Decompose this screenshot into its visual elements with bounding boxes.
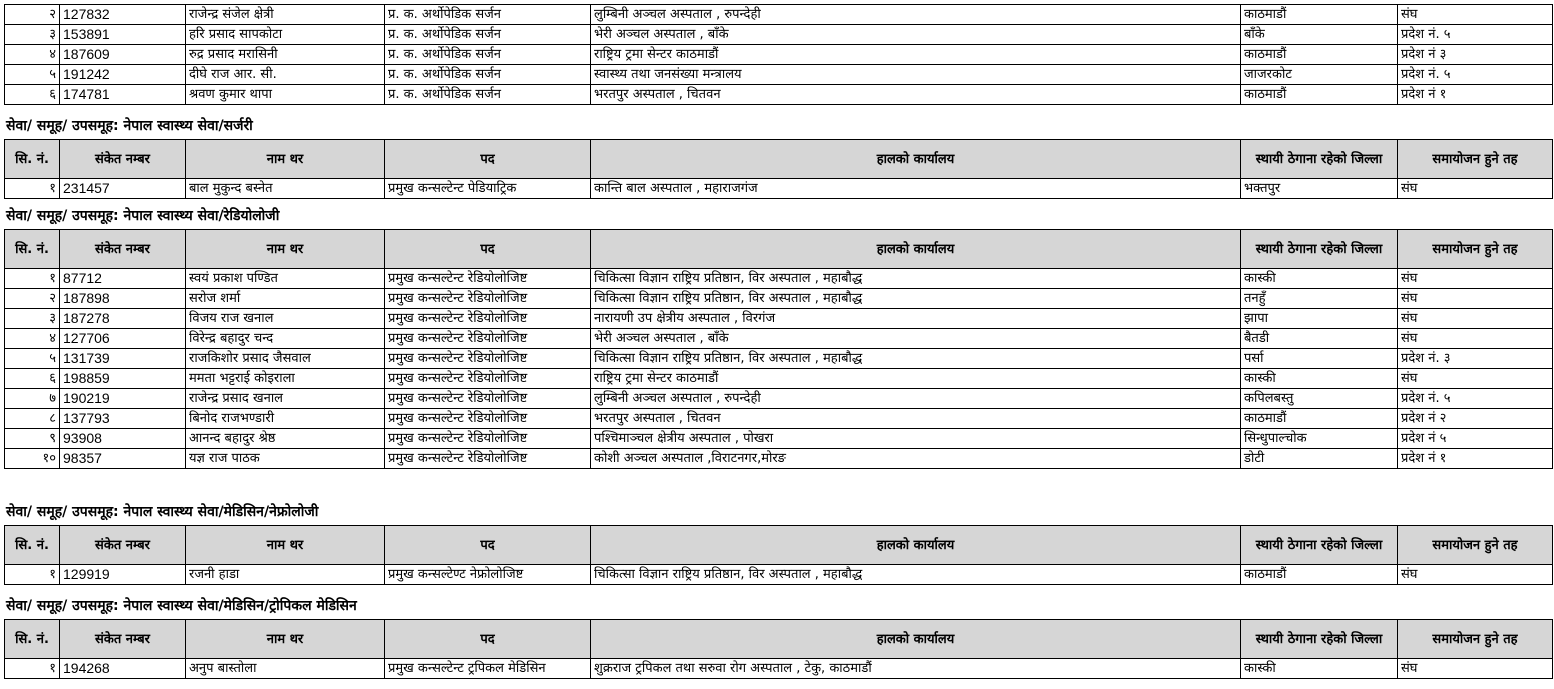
cell-code: 187609	[60, 45, 186, 65]
cell-office: लुम्बिनी अञ्चल अस्पताल , रुपन्देही	[591, 5, 1241, 25]
cell-district: कपिलबस्तु	[1241, 389, 1398, 409]
cell-post: प्र. क. अर्थोपेडिक सर्जन	[385, 65, 591, 85]
table-row	[5, 269, 1553, 289]
cell-sn: २	[5, 289, 60, 309]
cell-level: प्रदेश नं १	[1398, 85, 1553, 105]
cell-office: स्वास्थ्य तथा जनसंख्या मन्त्रालय	[591, 65, 1241, 85]
cell-level: संघ	[1398, 309, 1553, 329]
cell-post: प्रमुख कन्सल्टेन्ट रेडियोलोजिष्ट	[385, 409, 591, 429]
cell-office: कोशी अञ्चल अस्पताल ,विराटनगर,मोरङ	[591, 449, 1241, 469]
cell-district: कास्की	[1241, 659, 1398, 679]
cell-office: भरतपुर अस्पताल , चितवन	[591, 409, 1241, 429]
cell-office: लुम्बिनी अञ्चल अस्पताल , रुपन्देही	[591, 389, 1241, 409]
header-code: संकेत नम्बर	[60, 620, 186, 659]
cell-name: राजकिशोर प्रसाद जैसवाल	[186, 349, 385, 369]
cell-office: राष्ट्रिय ट्रमा सेन्टर काठमाडौं	[591, 369, 1241, 389]
cell-sn: १	[5, 565, 60, 585]
cell-office: कान्ति बाल अस्पताल , महाराजगंज	[591, 179, 1241, 199]
cell-office: राष्ट्रिय ट्रमा सेन्टर काठमाडौं	[591, 45, 1241, 65]
cell-level: प्रदेश नं. ३	[1398, 349, 1553, 369]
header-code: संकेत नम्बर	[60, 140, 186, 179]
cell-sn: १	[5, 659, 60, 679]
header-office: हालको कार्यालय	[591, 230, 1241, 269]
cell-post: प्रमुख कन्सल्टेन्ट रेडियोलोजिष्ट	[385, 449, 591, 469]
cell-level: संघ	[1398, 329, 1553, 349]
cell-code: 153891	[60, 25, 186, 45]
cell-district: काठमाडौं	[1241, 5, 1398, 25]
cell-code: 231457	[60, 179, 186, 199]
section-title-surgery: सेवा/ समूह/ उपसमूह: नेपाल स्वास्थ्य सेवा/सर्जरी	[6, 118, 253, 134]
header-level: समायोजन हुने तह	[1398, 526, 1553, 565]
cell-sn: ५	[5, 349, 60, 369]
cell-office: भेरी अञ्चल अस्पताल , बाँके	[591, 25, 1241, 45]
cell-post: प्र. क. अर्थोपेडिक सर्जन	[385, 85, 591, 105]
header-name: नाम थर	[186, 230, 385, 269]
cell-level: प्रदेश नं. ५	[1398, 65, 1553, 85]
cell-level: संघ	[1398, 269, 1553, 289]
header-office: हालको कार्यालय	[591, 526, 1241, 565]
header-sn: सि. नं.	[5, 620, 60, 659]
cell-district: बैतडी	[1241, 329, 1398, 349]
section-title-radiology: सेवा/ समूह/ उपसमूह: नेपाल स्वास्थ्य सेवा/रेडियोलोजी	[6, 208, 280, 224]
table-row	[5, 389, 1553, 409]
cell-level: प्रदेश नं २	[1398, 409, 1553, 429]
header-district: स्थायी ठेगाना रहेको जिल्ला	[1241, 620, 1398, 659]
cell-sn: ४	[5, 45, 60, 65]
surgery-table	[4, 139, 1553, 199]
header-district: स्थायी ठेगाना रहेको जिल्ला	[1241, 140, 1398, 179]
cell-post: प्रमुख कन्सल्टेन्ट रेडियोलोजिष्ट	[385, 269, 591, 289]
table-row	[5, 5, 1553, 25]
table-row	[5, 289, 1553, 309]
cell-name: विजय राज खनाल	[186, 309, 385, 329]
cell-level: संघ	[1398, 5, 1553, 25]
table-row	[5, 449, 1553, 469]
cell-sn: २	[5, 5, 60, 25]
cell-name: हरि प्रसाद सापकोटा	[186, 25, 385, 45]
cell-district: काठमाडौं	[1241, 45, 1398, 65]
cell-district: झापा	[1241, 309, 1398, 329]
cell-code: 194268	[60, 659, 186, 679]
table-row	[5, 659, 1553, 679]
header-row	[5, 620, 1553, 659]
header-office: हालको कार्यालय	[591, 140, 1241, 179]
cell-code: 129919	[60, 565, 186, 585]
cell-district: भक्तपुर	[1241, 179, 1398, 199]
cell-code: 174781	[60, 85, 186, 105]
header-post: पद	[385, 230, 591, 269]
table-row	[5, 565, 1553, 585]
cell-name: सरोज शर्मा	[186, 289, 385, 309]
table-row	[5, 429, 1553, 449]
section-title-nephrology: सेवा/ समूह/ उपसमूह: नेपाल स्वास्थ्य सेवा/मेडिसिन/नेफ्रोलोजी	[6, 504, 319, 520]
cell-post: प्रमुख कन्सल्टेन्ट रेडियोलोजिष्ट	[385, 289, 591, 309]
table-row	[5, 85, 1553, 105]
cell-sn: १	[5, 179, 60, 199]
header-level: समायोजन हुने तह	[1398, 140, 1553, 179]
cell-sn: १	[5, 269, 60, 289]
cell-level: प्रदेश नं ३	[1398, 45, 1553, 65]
cell-name: यज्ञ राज पाठक	[186, 449, 385, 469]
cell-level: प्रदेश नं. ५	[1398, 389, 1553, 409]
cell-level: संघ	[1398, 369, 1553, 389]
cell-name: रजनी हाडा	[186, 565, 385, 585]
cell-name: आनन्द बहादुर श्रेष्ठ	[186, 429, 385, 449]
cell-level: संघ	[1398, 565, 1553, 585]
cell-sn: ४	[5, 329, 60, 349]
cell-code: 187898	[60, 289, 186, 309]
cell-code: 191242	[60, 65, 186, 85]
cell-district: सिन्धुपाल्चोक	[1241, 429, 1398, 449]
header-name: नाम थर	[186, 526, 385, 565]
table-row	[5, 369, 1553, 389]
cell-office: शुक्रराज ट्रपिकल तथा सरुवा रोग अस्पताल , टेकु, काठमाडौं	[591, 659, 1241, 679]
cell-district: काठमाडौं	[1241, 565, 1398, 585]
header-level: समायोजन हुने तह	[1398, 230, 1553, 269]
cell-office: भेरी अञ्चल अस्पताल , बाँके	[591, 329, 1241, 349]
cell-post: प्रमुख कन्सल्टेन्ट पेडियाट्रिक	[385, 179, 591, 199]
cell-name: अनुप बास्तोला	[186, 659, 385, 679]
table-row	[5, 309, 1553, 329]
header-sn: सि. नं.	[5, 526, 60, 565]
table-row	[5, 65, 1553, 85]
cell-sn: ३	[5, 309, 60, 329]
cell-sn: ५	[5, 65, 60, 85]
header-row	[5, 230, 1553, 269]
header-post: पद	[385, 140, 591, 179]
cell-code: 187278	[60, 309, 186, 329]
cell-office: चिकित्सा विज्ञान राष्ट्रिय प्रतिष्ठान, विर अस्पताल , महाबौद्ध	[591, 349, 1241, 369]
cell-sn: ३	[5, 25, 60, 45]
top-table	[4, 4, 1553, 105]
cell-post: प्र. क. अर्थोपेडिक सर्जन	[385, 25, 591, 45]
cell-level: संघ	[1398, 289, 1553, 309]
cell-post: प्रमुख कन्सल्टेन्ट रेडियोलोजिष्ट	[385, 429, 591, 449]
header-code: संकेत नम्बर	[60, 526, 186, 565]
header-level: समायोजन हुने तह	[1398, 620, 1553, 659]
cell-district: पर्सा	[1241, 349, 1398, 369]
cell-code: 137793	[60, 409, 186, 429]
table-row	[5, 329, 1553, 349]
cell-district: तनहुँ	[1241, 289, 1398, 309]
header-code: संकेत नम्बर	[60, 230, 186, 269]
cell-post: प्रमुख कन्सल्टेण्ट नेफ्रोलोजिष्ट	[385, 565, 591, 585]
cell-name: राजेन्द्र प्रसाद खनाल	[186, 389, 385, 409]
cell-code: 98357	[60, 449, 186, 469]
header-name: नाम थर	[186, 620, 385, 659]
cell-post: प्रमुख कन्सल्टेन्ट रेडियोलोजिष्ट	[385, 369, 591, 389]
cell-district: काठमाडौं	[1241, 409, 1398, 429]
cell-office: चिकित्सा विज्ञान राष्ट्रिय प्रतिष्ठान, विर अस्पताल , महाबौद्ध	[591, 269, 1241, 289]
cell-level: प्रदेश नं. ५	[1398, 25, 1553, 45]
cell-level: प्रदेश नं १	[1398, 449, 1553, 469]
cell-code: 93908	[60, 429, 186, 449]
header-office: हालको कार्यालय	[591, 620, 1241, 659]
cell-district: कास्की	[1241, 269, 1398, 289]
cell-level: प्रदेश नं ५	[1398, 429, 1553, 449]
cell-post: प्रमुख कन्सल्टेन्ट रेडियोलोजिष्ट	[385, 329, 591, 349]
cell-post: प्रमुख कन्सल्टेन्ट ट्रपिकल मेडिसिन	[385, 659, 591, 679]
cell-office: चिकित्सा विज्ञान राष्ट्रिय प्रतिष्ठान, विर अस्पताल , महाबौद्ध	[591, 565, 1241, 585]
cell-post: प्रमुख कन्सल्टेन्ट रेडियोलोजिष्ट	[385, 389, 591, 409]
cell-district: बाँके	[1241, 25, 1398, 45]
header-row	[5, 140, 1553, 179]
cell-level: संघ	[1398, 659, 1553, 679]
cell-post: प्र. क. अर्थोपेडिक सर्जन	[385, 45, 591, 65]
cell-district: काठमाडौं	[1241, 85, 1398, 105]
cell-sn: ८	[5, 409, 60, 429]
cell-sn: १०	[5, 449, 60, 469]
cell-district: कास्की	[1241, 369, 1398, 389]
header-district: स्थायी ठेगाना रहेको जिल्ला	[1241, 230, 1398, 269]
cell-name: दीघे राज आर. सी.	[186, 65, 385, 85]
cell-sn: ७	[5, 389, 60, 409]
cell-office: नारायणी उप क्षेत्रीय अस्पताल , विरगंज	[591, 309, 1241, 329]
cell-district: डोटी	[1241, 449, 1398, 469]
header-row	[5, 526, 1553, 565]
cell-post: प्र. क. अर्थोपेडिक सर्जन	[385, 5, 591, 25]
cell-sn: ६	[5, 369, 60, 389]
cell-name: स्वयं प्रकाश पण्डित	[186, 269, 385, 289]
header-post: पद	[385, 620, 591, 659]
cell-sn: ६	[5, 85, 60, 105]
header-district: स्थायी ठेगाना रहेको जिल्ला	[1241, 526, 1398, 565]
cell-code: 198859	[60, 369, 186, 389]
cell-post: प्रमुख कन्सल्टेन्ट रेडियोलोजिष्ट	[385, 309, 591, 329]
cell-code: 131739	[60, 349, 186, 369]
cell-sn: ९	[5, 429, 60, 449]
cell-name: श्रवण कुमार थापा	[186, 85, 385, 105]
cell-code: 127706	[60, 329, 186, 349]
table-row	[5, 179, 1553, 199]
table-row	[5, 409, 1553, 429]
header-sn: सि. नं.	[5, 230, 60, 269]
nephrology-table	[4, 525, 1553, 585]
tropical-table	[4, 619, 1553, 679]
cell-district: जाजरकोट	[1241, 65, 1398, 85]
cell-name: ममता भट्टराई कोइराला	[186, 369, 385, 389]
header-sn: सि. नं.	[5, 140, 60, 179]
cell-name: विरेन्द्र बहादुर चन्द	[186, 329, 385, 349]
cell-name: बिनोद राजभण्डारी	[186, 409, 385, 429]
cell-code: 87712	[60, 269, 186, 289]
cell-code: 190219	[60, 389, 186, 409]
cell-level: संघ	[1398, 179, 1553, 199]
cell-code: 127832	[60, 5, 186, 25]
cell-name: राजेन्द्र संजेल क्षेत्री	[186, 5, 385, 25]
header-name: नाम थर	[186, 140, 385, 179]
section-title-tropical: सेवा/ समूह/ उपसमूह: नेपाल स्वास्थ्य सेवा/मेडिसिन/ट्रोपिकल मेडिसिन	[6, 598, 357, 614]
table-row	[5, 45, 1553, 65]
cell-office: चिकित्सा विज्ञान राष्ट्रिय प्रतिष्ठान, विर अस्पताल , महाबौद्ध	[591, 289, 1241, 309]
table-row	[5, 349, 1553, 369]
radiology-table	[4, 229, 1553, 469]
cell-office: भरतपुर अस्पताल , चितवन	[591, 85, 1241, 105]
cell-office: पश्चिमाञ्चल क्षेत्रीय अस्पताल , पोखरा	[591, 429, 1241, 449]
cell-name: बाल मुकुन्द बस्नेत	[186, 179, 385, 199]
header-post: पद	[385, 526, 591, 565]
cell-name: रुद्र प्रसाद मरासिनी	[186, 45, 385, 65]
table-row	[5, 25, 1553, 45]
cell-post: प्रमुख कन्सल्टेन्ट रेडियोलोजिष्ट	[385, 349, 591, 369]
